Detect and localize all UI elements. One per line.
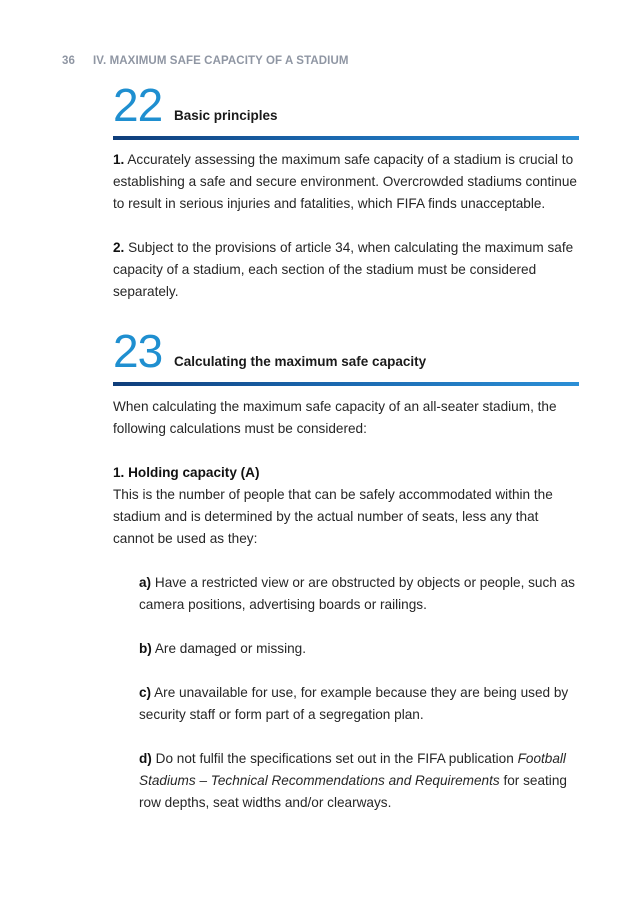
article-23 xyxy=(113,325,579,814)
holding-capacity-text: This is the number of people that can be safely accommodated within the stadium and is determined by the actual number of seats, less any that cannot be used as they: xyxy=(113,487,553,546)
list-item-c xyxy=(113,682,579,726)
article-title: Calculating the maximum safe capacity xyxy=(174,354,427,369)
item-text: for seating row depths, seat widths and/or clearways. xyxy=(139,773,567,810)
page-number: 36 xyxy=(62,55,75,67)
publication-title: Football Stadiums – Technical Recommendations and Requirements xyxy=(139,751,566,788)
article-22-heading xyxy=(113,79,579,131)
item-text: Are damaged or missing. xyxy=(151,641,306,656)
running-header xyxy=(62,55,349,67)
section-title: IV. MAXIMUM SAFE CAPACITY OF A STADIUM xyxy=(93,55,349,67)
paragraph-number: 1. xyxy=(113,152,125,167)
article-23-heading xyxy=(113,325,579,377)
intro-paragraph: When calculating the maximum safe capacity of an all-seater stadium, the following calculations must be considered: xyxy=(113,399,557,436)
item-text: Have a restricted view or are obstructed by objects or people, such as camera positions, advertising boards or railings. xyxy=(139,575,575,612)
paragraph-2 xyxy=(113,237,579,303)
item-text: Are unavailable for use, for example because they are being used by security staff or form part of a segregation plan. xyxy=(139,685,569,722)
section-divider xyxy=(113,382,579,386)
paragraph-number: 2. xyxy=(113,240,125,255)
item-label: c) xyxy=(139,685,152,700)
paragraph-text: Subject to the provisions of article 34, when calculating the maximum safe capacity of a stadium, each section of the stadium must be considered separately. xyxy=(113,240,574,299)
article-number: 23 xyxy=(113,325,163,377)
paragraph-text: Accurately assessing the maximum safe capacity of a stadium is crucial to establishing a safe and secure environment. Overcrowded stadiums continue to result in serious injuries and fatalities, which FIFA finds unacceptable. xyxy=(113,152,577,211)
item-label: b) xyxy=(139,641,152,656)
article-title: Basic principles xyxy=(174,108,278,123)
item-text: Do not fulfil the specifications set out in the FIFA publication xyxy=(151,751,518,766)
article-22 xyxy=(113,79,579,303)
paragraph-1 xyxy=(113,149,579,215)
item-label: a) xyxy=(139,575,152,590)
list-item-b xyxy=(113,638,579,660)
list-item-d xyxy=(113,748,579,814)
article-number: 22 xyxy=(113,79,163,131)
list-item-a xyxy=(113,572,579,616)
item-label: d) xyxy=(139,751,152,766)
section-divider xyxy=(113,136,579,140)
holding-capacity-heading: 1. Holding capacity (A) xyxy=(113,465,260,480)
